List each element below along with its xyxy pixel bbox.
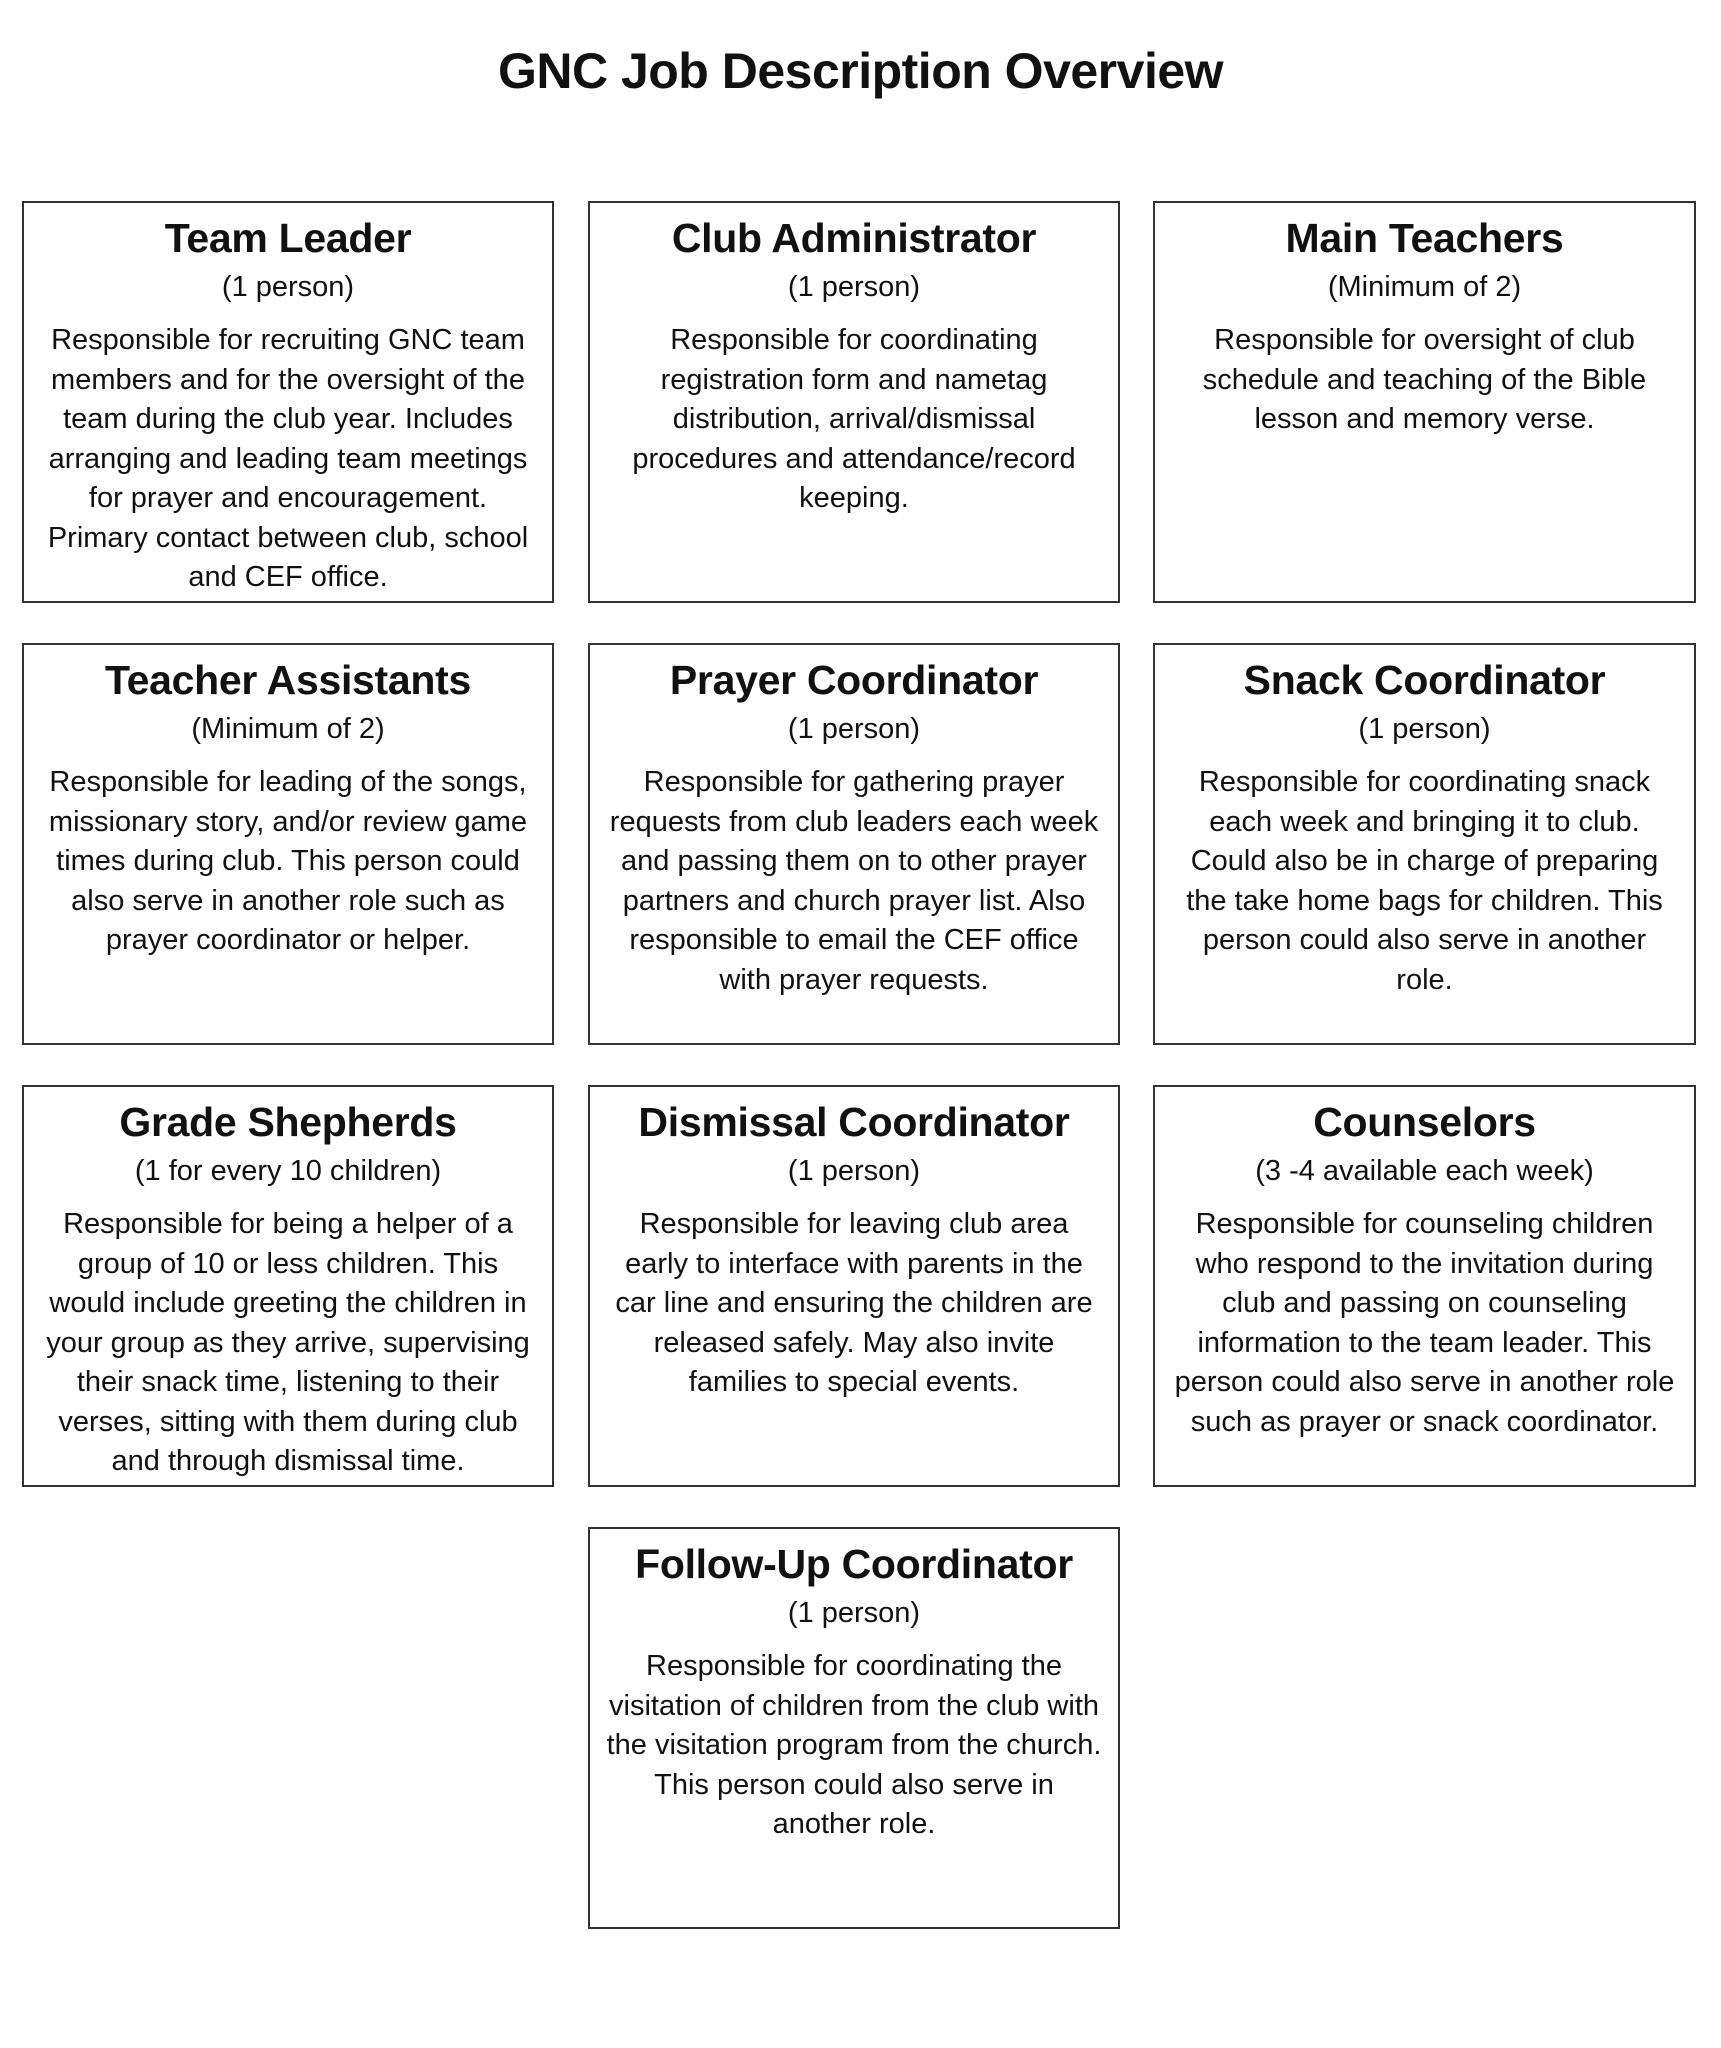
role-card-dismissal-coordinator: [588, 1085, 1120, 1487]
role-description: Responsible for leading of the songs, missionary story, and/or review game times during club. This person could also serve in another role such as prayer coordinator or helper.: [48, 766, 528, 956]
role-title: Club Administrator: [671, 215, 1037, 261]
role-description: Responsible for recruiting GNC team members and for the oversight of the team during the club year. Includes arranging and leading team meetings for prayer and encouragement. Primary contact between club, school and CEF office.: [47, 324, 529, 593]
role-card-snack-coordinator: [1153, 643, 1696, 1045]
role-count: (1 for every 10 children): [134, 1155, 442, 1187]
role-card-club-administrator: [588, 201, 1120, 603]
role-title: Dismissal Coordinator: [638, 1099, 1070, 1145]
role-count: (1 person): [787, 1597, 921, 1629]
role-title: Prayer Coordinator: [669, 657, 1039, 703]
role-description: Responsible for being a helper of a group of 10 or less children. This would include greeting the children in your group as they arrive, supervising their snack time, listening to their verses, sitting with them during club and through dismissal time.: [46, 1208, 530, 1477]
role-title: Snack Coordinator: [1243, 657, 1606, 703]
role-count: (1 person): [787, 1155, 921, 1187]
role-title: Main Teachers: [1285, 215, 1564, 261]
role-title: Teacher Assistants: [104, 657, 472, 703]
role-count: (Minimum of 2): [1327, 271, 1522, 303]
role-title: Counselors: [1313, 1099, 1536, 1145]
role-description: Responsible for counseling children who respond to the invitation during club and passing on counseling information to the team leader. This person could also serve in another role such as prayer or snack coordinator.: [1174, 1208, 1675, 1438]
role-card-team-leader: [22, 201, 554, 603]
role-card-grade-shepherds: [22, 1085, 554, 1487]
page-title: GNC Job Description Overview: [497, 43, 1224, 99]
role-card-teacher-assistants: [22, 643, 554, 1045]
role-count: (1 person): [787, 713, 921, 745]
role-count: (1 person): [221, 271, 355, 303]
role-card-main-teachers: [1153, 201, 1696, 603]
role-description: Responsible for leaving club area early to interface with parents in the car line and ensuring the children are released safely. May also invite families to special events.: [615, 1208, 1093, 1398]
role-title: Follow-Up Coordinator: [635, 1541, 1073, 1587]
role-description: Responsible for coordinating registration form and nametag distribution, arrival/dismissal procedures and attendance/record keeping.: [632, 324, 1076, 514]
role-count: (1 person): [1358, 713, 1491, 745]
role-description: Responsible for coordinating the visitation of children from the club with the visitation program from the church. This person could also serve in another role.: [606, 1650, 1102, 1840]
role-count: (3 -4 available each week): [1255, 1155, 1594, 1187]
role-description: Responsible for gathering prayer requests from club leaders each week and passing them on to other prayer partners and church prayer list. Also responsible to email the CEF office with prayer requests.: [609, 766, 1099, 996]
role-description: Responsible for coordinating snack each week and bringing it to club. Could also be in charge of preparing the take home bags for children. This person could also serve in another role.: [1186, 766, 1663, 996]
role-count: (1 person): [787, 271, 921, 303]
role-description: Responsible for oversight of club schedule and teaching of the Bible lesson and memory verse.: [1202, 324, 1647, 435]
role-title: Team Leader: [164, 215, 412, 261]
role-card-prayer-coordinator: [588, 643, 1120, 1045]
role-card-follow-up-coordinator: [588, 1527, 1120, 1929]
role-count: (Minimum of 2): [191, 713, 385, 745]
role-title: Grade Shepherds: [119, 1099, 457, 1145]
role-card-counselors: [1153, 1085, 1696, 1487]
